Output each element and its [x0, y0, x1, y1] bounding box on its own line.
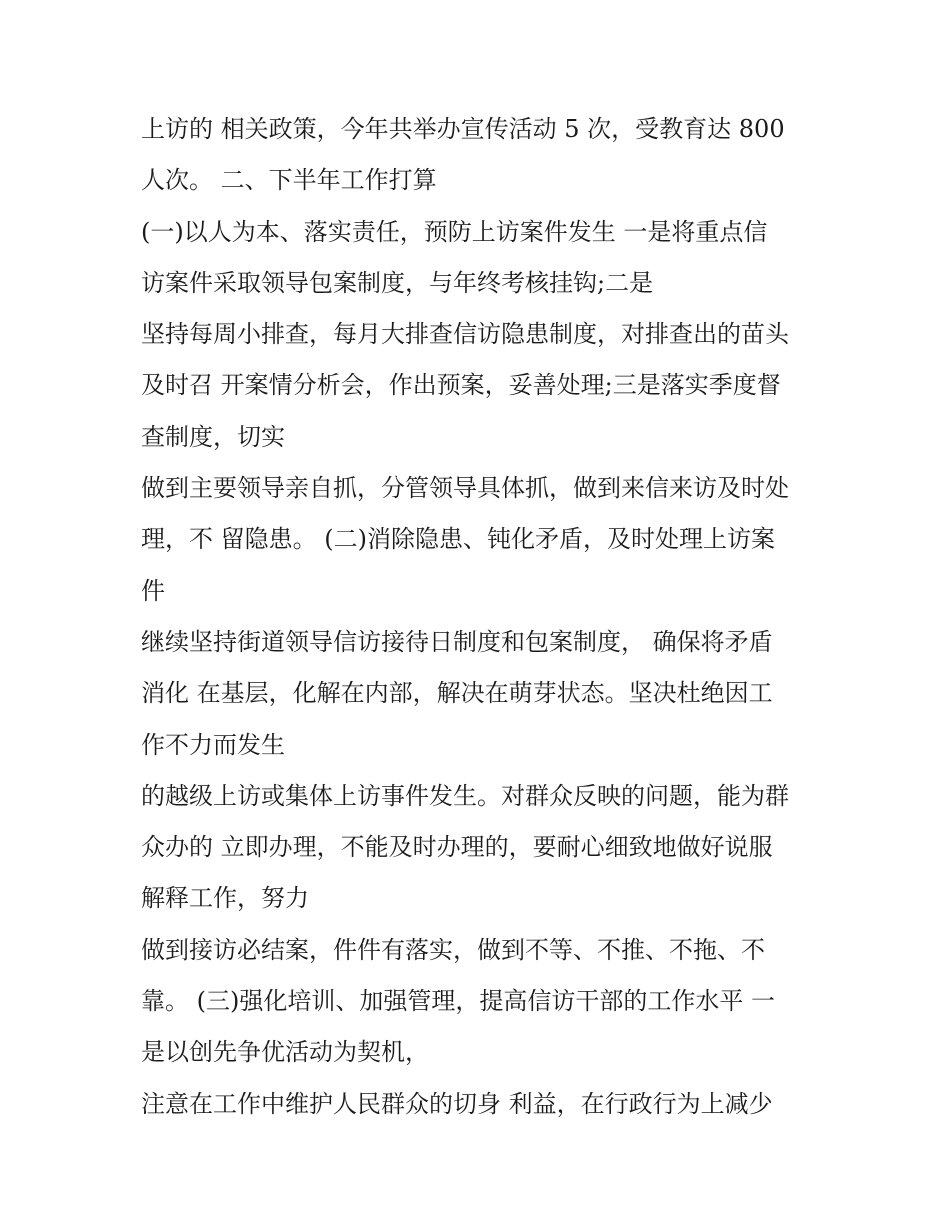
text-line: 查制度，切实: [141, 422, 285, 451]
text-line: 人次。 二、下半年工作打算: [141, 166, 437, 195]
text-line: 做到接访必结案，件件有落实，做到不等、不推、不拖、不: [141, 935, 765, 964]
text-line: 及时召 开案情分析会，作出预案，妥善处理;三是落实季度督: [141, 371, 781, 400]
text-line: 作不力而发生: [141, 730, 285, 759]
text-line: 件: [141, 576, 165, 605]
text-line: 访案件采取领导包案制度，与年终考核挂钩;二是: [141, 268, 654, 297]
text-line: 靠。 (三)强化培训、加强管理，提高信访干部的工作水平 一: [141, 987, 775, 1016]
text-line: 的越级上访或集体上访事件发生。对群众反映的问题，能为群: [141, 781, 789, 810]
body-text: [141, 104, 831, 1130]
text-line: 理，不 留隐患。 (二)消除隐患、钝化矛盾，及时处理上访案: [141, 525, 775, 554]
text-line: 做到主要领导亲自抓，分管领导具体抓，做到来信来访及时处: [141, 474, 789, 503]
text-line: 注意在工作中维护人民群众的切身 利益，在行政行为上减少: [141, 1089, 773, 1118]
text-line: 是以创先争优活动为契机，: [141, 1038, 429, 1067]
text-line: 解释工作，努力: [141, 884, 309, 913]
text-line: 继续坚持街道领导信访接待日制度和包案制度， 确保将矛盾: [141, 627, 773, 656]
text-line: 众办的 立即办理，不能及时办理的，要耐心细致地做好说服: [141, 833, 773, 862]
text-line: 消化 在基层，化解在内部，解决在萌芽状态。坚决杜绝因工: [141, 679, 773, 708]
text-line: (一)以人为本、落实责任，预防上访案件发生 一是将重点信: [141, 217, 768, 246]
text-line: 坚持每周小排查，每月大排查信访隐患制度，对排查出的苗头: [141, 320, 789, 349]
text-line: 上访的 相关政策，今年共举办宣传活动 5 次，受教育达 800: [141, 115, 785, 143]
